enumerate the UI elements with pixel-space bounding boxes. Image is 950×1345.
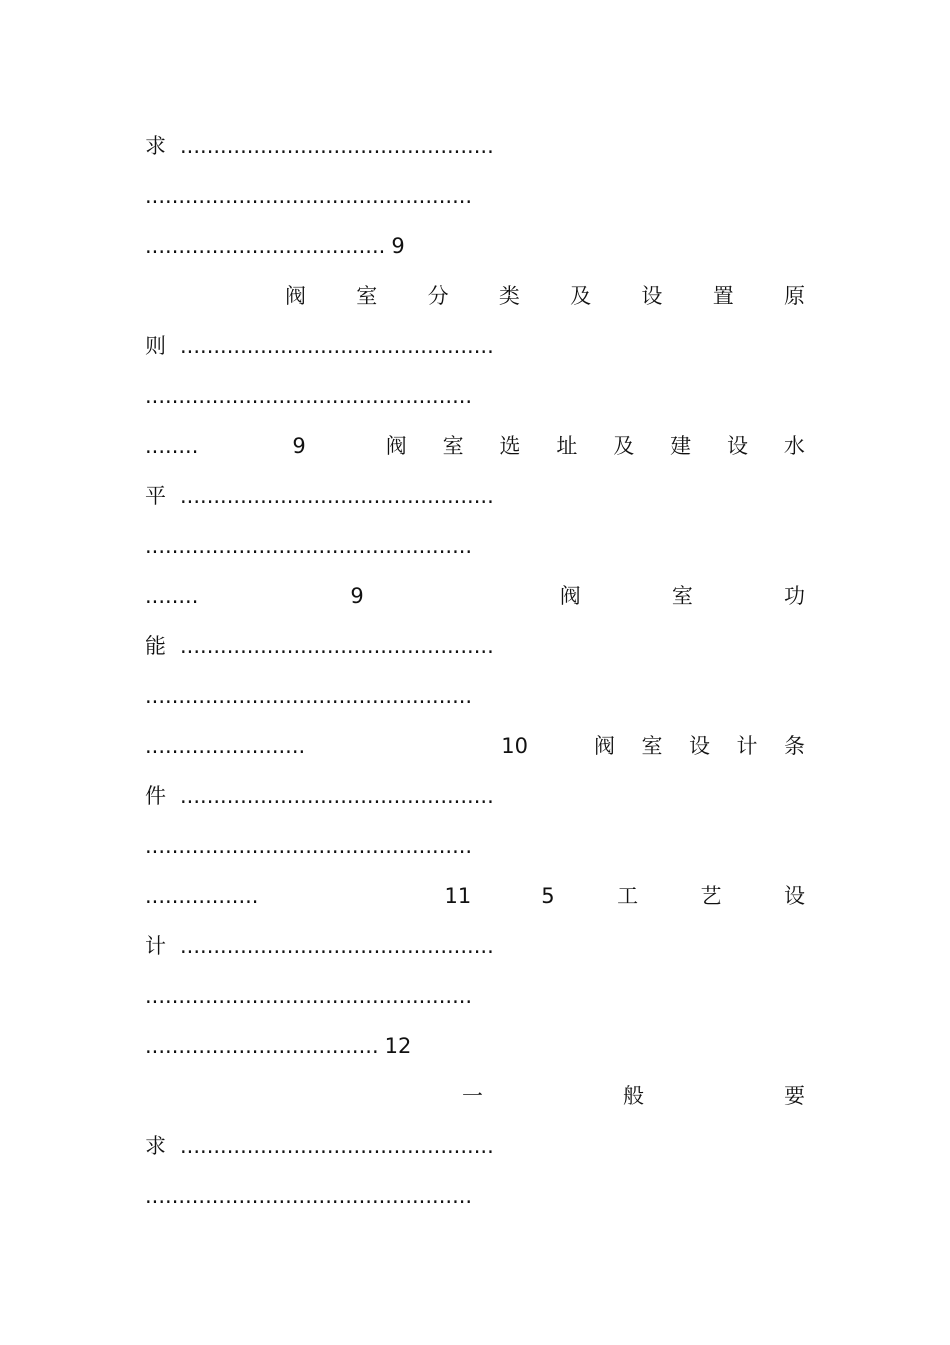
toc-char: 及 — [570, 284, 592, 308]
toc-page-number: 10 — [501, 734, 528, 758]
toc-char: 设 — [727, 434, 749, 458]
toc-char: 室 — [671, 584, 693, 608]
toc-line-11 — [145, 624, 805, 658]
toc-char: 艺 — [700, 884, 722, 908]
toc-line-14 — [145, 774, 805, 808]
toc-char: 及 — [613, 434, 635, 458]
toc-page-number: 11 — [444, 884, 472, 908]
toc-char: 设 — [784, 884, 805, 908]
toc-leader-dots: ............................................... — [180, 784, 494, 808]
toc-line-6 — [145, 374, 805, 408]
toc-char: 计 — [736, 734, 758, 758]
toc-section-number: 5 — [541, 884, 555, 908]
toc-line-3 — [145, 224, 805, 258]
toc-line-20 — [462, 1074, 805, 1108]
toc-line-17 — [145, 924, 805, 958]
toc-line-4 — [285, 274, 805, 308]
toc-leader-dots: ............................................... — [180, 934, 494, 958]
toc-char: 建 — [670, 434, 692, 458]
toc-leader-dots: ................................................. — [145, 384, 473, 408]
toc-page-number: 9 — [292, 434, 306, 458]
toc-leader-dots: ................................................. — [145, 1184, 473, 1208]
toc-char: 要 — [784, 1084, 805, 1108]
toc-line-19 — [145, 1024, 805, 1058]
toc-line-1 — [145, 124, 805, 158]
toc-leader-dots: ................................................. — [145, 684, 473, 708]
toc-page-number: 9 — [350, 584, 364, 608]
toc-leader-dots: .................................... — [145, 234, 386, 258]
toc-leader-dots: ............................................... — [180, 1134, 494, 1158]
toc-line-18 — [145, 974, 805, 1008]
toc-leader-dots: ........ — [145, 434, 199, 458]
toc-line-7 — [145, 424, 805, 458]
toc-line-2 — [145, 174, 805, 208]
toc-leader-dots: ................................................. — [145, 984, 473, 1008]
toc-char: 原 — [783, 284, 805, 308]
toc-line-5 — [145, 324, 805, 358]
toc-text: 件 — [145, 784, 166, 808]
toc-char: 阀 — [285, 284, 306, 308]
toc-char: 室 — [641, 734, 663, 758]
toc-char: 设 — [641, 284, 663, 308]
toc-leader-dots: ................................................. — [145, 834, 473, 858]
toc-char: 置 — [712, 284, 734, 308]
toc-leader-dots: ................. — [145, 884, 259, 908]
toc-line-12 — [145, 674, 805, 708]
toc-leader-dots: ........ — [145, 584, 199, 608]
toc-char: 般 — [623, 1084, 644, 1108]
toc-line-16 — [145, 874, 805, 908]
toc-text: 求 — [145, 1134, 166, 1158]
toc-leader-dots: ............................................... — [180, 634, 494, 658]
toc-char: 选 — [499, 434, 521, 458]
toc-char: 址 — [556, 434, 578, 458]
toc-leader-dots: ................................... — [145, 1034, 379, 1058]
toc-page-number: 9 — [391, 234, 405, 258]
toc-line-15 — [145, 824, 805, 858]
toc-leader-dots: ............................................... — [180, 134, 494, 158]
toc-text: 则 — [145, 334, 166, 358]
toc-char: 阀 — [593, 734, 615, 758]
toc-line-21 — [145, 1124, 805, 1158]
toc-char: 室 — [442, 434, 464, 458]
toc-line-9 — [145, 524, 805, 558]
toc-line-8 — [145, 474, 805, 508]
toc-line-13 — [145, 724, 805, 758]
toc-char: 工 — [617, 884, 639, 908]
toc-char: 水 — [783, 434, 805, 458]
toc-line-10 — [145, 574, 805, 608]
toc-line-22 — [145, 1174, 805, 1208]
toc-leader-dots: ............................................... — [180, 484, 494, 508]
toc-leader-dots: ................................................. — [145, 534, 473, 558]
toc-char: 功 — [784, 584, 805, 608]
toc-char: 阀 — [559, 584, 581, 608]
toc-char: 阀 — [385, 434, 407, 458]
toc-leader-dots: ................................................. — [145, 184, 473, 208]
toc-char: 室 — [356, 284, 378, 308]
toc-text: 求 — [145, 134, 166, 158]
toc-page-number: 12 — [384, 1034, 412, 1058]
toc-char: 设 — [688, 734, 710, 758]
toc-char: 类 — [498, 284, 520, 308]
toc-char: 条 — [783, 734, 805, 758]
toc-leader-dots: ........................ — [145, 734, 306, 758]
toc-leader-dots: ............................................... — [180, 334, 494, 358]
toc-char: 分 — [427, 284, 449, 308]
toc-text: 能 — [145, 634, 166, 658]
toc-char: 一 — [462, 1084, 483, 1108]
toc-text: 计 — [145, 934, 166, 958]
toc-text: 平 — [145, 484, 166, 508]
